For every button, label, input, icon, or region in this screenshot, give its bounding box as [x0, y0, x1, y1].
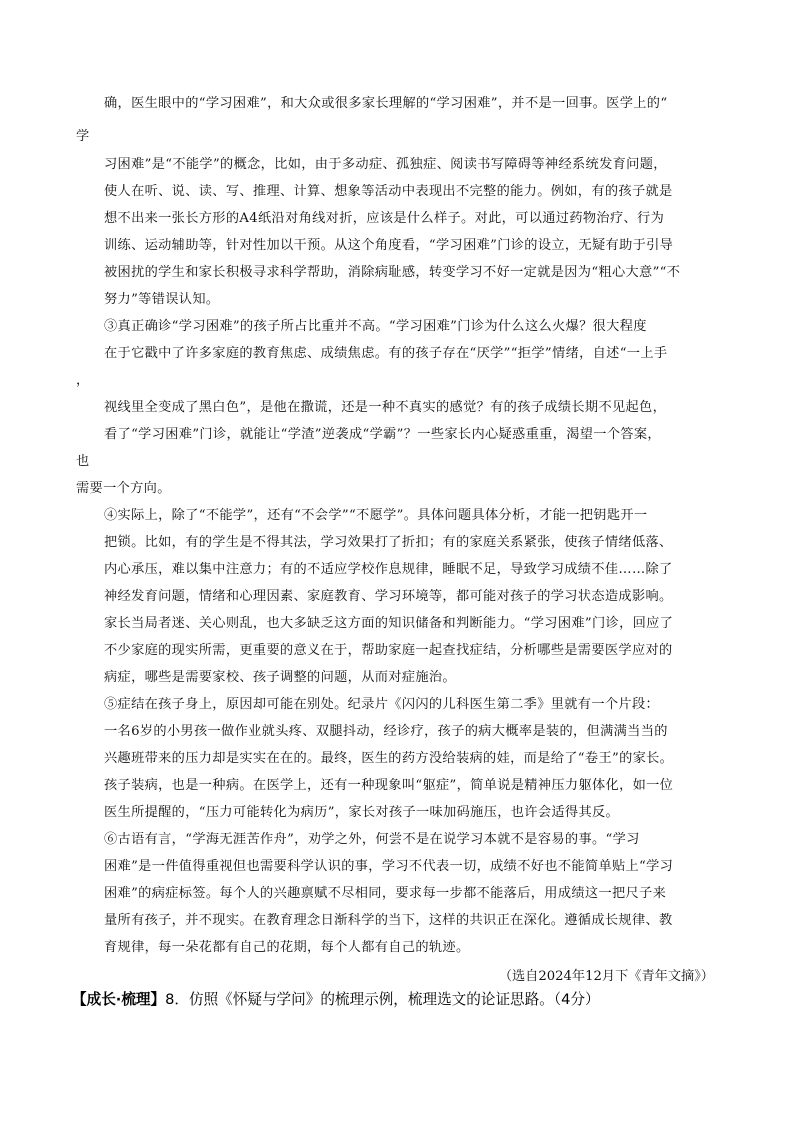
- text-line: 病症，哪些是需要家校、孩子调整的问题，从而对症施治。: [104, 670, 456, 685]
- question-8: [72, 990, 600, 1010]
- text-line: 量所有孩子，并不现实。在教育理念日渐科学的当下，这样的共识正在深化。遵循成长规律、教: [104, 913, 673, 928]
- text-line: 困难”是一件值得重视但也需要科学认识的事，学习不代表一切，成绩不好也不能简单贴上“学习: [104, 859, 674, 874]
- text-line: ，: [76, 373, 90, 388]
- text-line: 在于它戳中了许多家庭的教育焦虑、成绩焦虑。有的孩子存在“厌学”“拒学”情绪，自述“一上手: [104, 346, 668, 361]
- text-line: 神经发育问题，情绪和心理因素、家庭教育、学习环境等，都可能对孩子的学习状态造成影响。: [104, 589, 673, 604]
- text-line: 确，医生眼中的“学习困难”，和大众或很多家长理解的“学习困难”，并不是一回事。医学上的“: [104, 96, 668, 111]
- text-line: 育规律，每一朵花都有自己的花期，每个人都有自己的轨迹。: [104, 940, 470, 955]
- text-line: 内心承压，难以集中注意力；有的不适应学校作息规律，睡眠不足，导致学习成绩不佳……除了: [104, 562, 673, 577]
- text-line: 训练、运动辅助等，针对性加以干预。从这个角度看，“学习困难”门诊的设立，无疑有助于引导: [104, 238, 674, 253]
- text-line: 把锁。比如，有的学生是不得其法，学习效果打了折扣；有的家庭关系紧张，使孩子情绪低落、: [104, 535, 673, 550]
- question-text: 8．仿照《怀疑与学问》的梳理示例，梳理选文的论证思路。（4分）: [165, 991, 600, 1008]
- text-line: 不少家庭的现实所需，更重要的意义在于，帮助家庭一起查找症结，分析哪些是需要医学应对的: [104, 643, 673, 658]
- text-line: 看了“学习困难”门诊，就能让“学渣”逆袭成“学霸”？一些家长内心疑惑重重，渴望一个答案，: [104, 427, 661, 442]
- text-line: ④实际上，除了“不能学”，还有“不会学”“不愿学”。具体问题具体分析，才能一把钥匙开一: [104, 508, 648, 523]
- text-line: ⑤症结在孩子身上，原因却可能在别处。纪录片《闪闪的儿科医生第二季》里就有一个片段：: [104, 697, 660, 712]
- text-line: 视线里全变成了黑白色”，是他在撒谎，还是一种不真实的感觉？有的孩子成绩长期不见起色，: [104, 400, 667, 415]
- text-line: 想不出来一张长方形的A4纸沿对角线对折，应该是什么样子。对此，可以通过药物治疗、行为: [104, 211, 665, 226]
- text-line: ③真正确诊“学习困难”的孩子所占比重并不高。“学习困难”门诊为什么这么火爆？很大程度: [104, 319, 647, 334]
- text-line: 一名6岁的小男孩一做作业就头疼、双腿抖动，经诊疗，孩子的病大概率是装的，但满满当当的: [104, 724, 668, 739]
- text-line: 学: [76, 129, 90, 144]
- text-line: 兴趣班带来的压力却是实实在在的。最终，医生的药方没给装病的娃，而是给了“卷王”的家长。: [104, 751, 674, 766]
- text-line: 努力”等错误认知。: [104, 292, 220, 307]
- text-line: 孩子装病，也是一种病。在医学上，还有一种现象叫“躯症”，简单说是精神压力躯体化，如一位: [104, 778, 674, 793]
- text-line: 医生所提醒的，“压力可能转化为病历”，家长对孩子一味加码施压，也许会适得其反。: [104, 805, 620, 820]
- text-line: 习困难”是“不能学”的概念，比如，由于多动症、孤独症、阅读书写障碍等神经系统发育问题，: [104, 157, 667, 172]
- text-line: 被困扰的学生和家长积极寻求科学帮助，消除病耻感，转变学习不好一定就是因为“粗心大意”“不: [104, 265, 681, 280]
- text-line: 家长当局者迷、关心则乱，也大多缺乏这方面的知识储备和判断能力。“学习困难”门诊，回应了: [104, 616, 674, 631]
- question-tag: 【成长·梳理】: [72, 991, 166, 1008]
- text-line: 也: [76, 454, 90, 469]
- text-line: 使人在听、说、读、写、推理、计算、想象等活动中表现出不完整的能力。例如，有的孩子就是: [104, 184, 673, 199]
- text-line: 困难”的病症标签。每个人的兴趣禀赋不尽相同，要求每一步都不能落后，用成绩这一把尺子来: [104, 886, 667, 901]
- text-line: 需要一个方向。: [76, 481, 171, 496]
- text-line: ⑥古语有言，“学海无涯苦作舟”，劝学之外，何尝不是在说学习本就不是容易的事。“学习: [104, 832, 640, 847]
- source-citation: （选自2024年12月下《青年文摘》）: [498, 969, 714, 984]
